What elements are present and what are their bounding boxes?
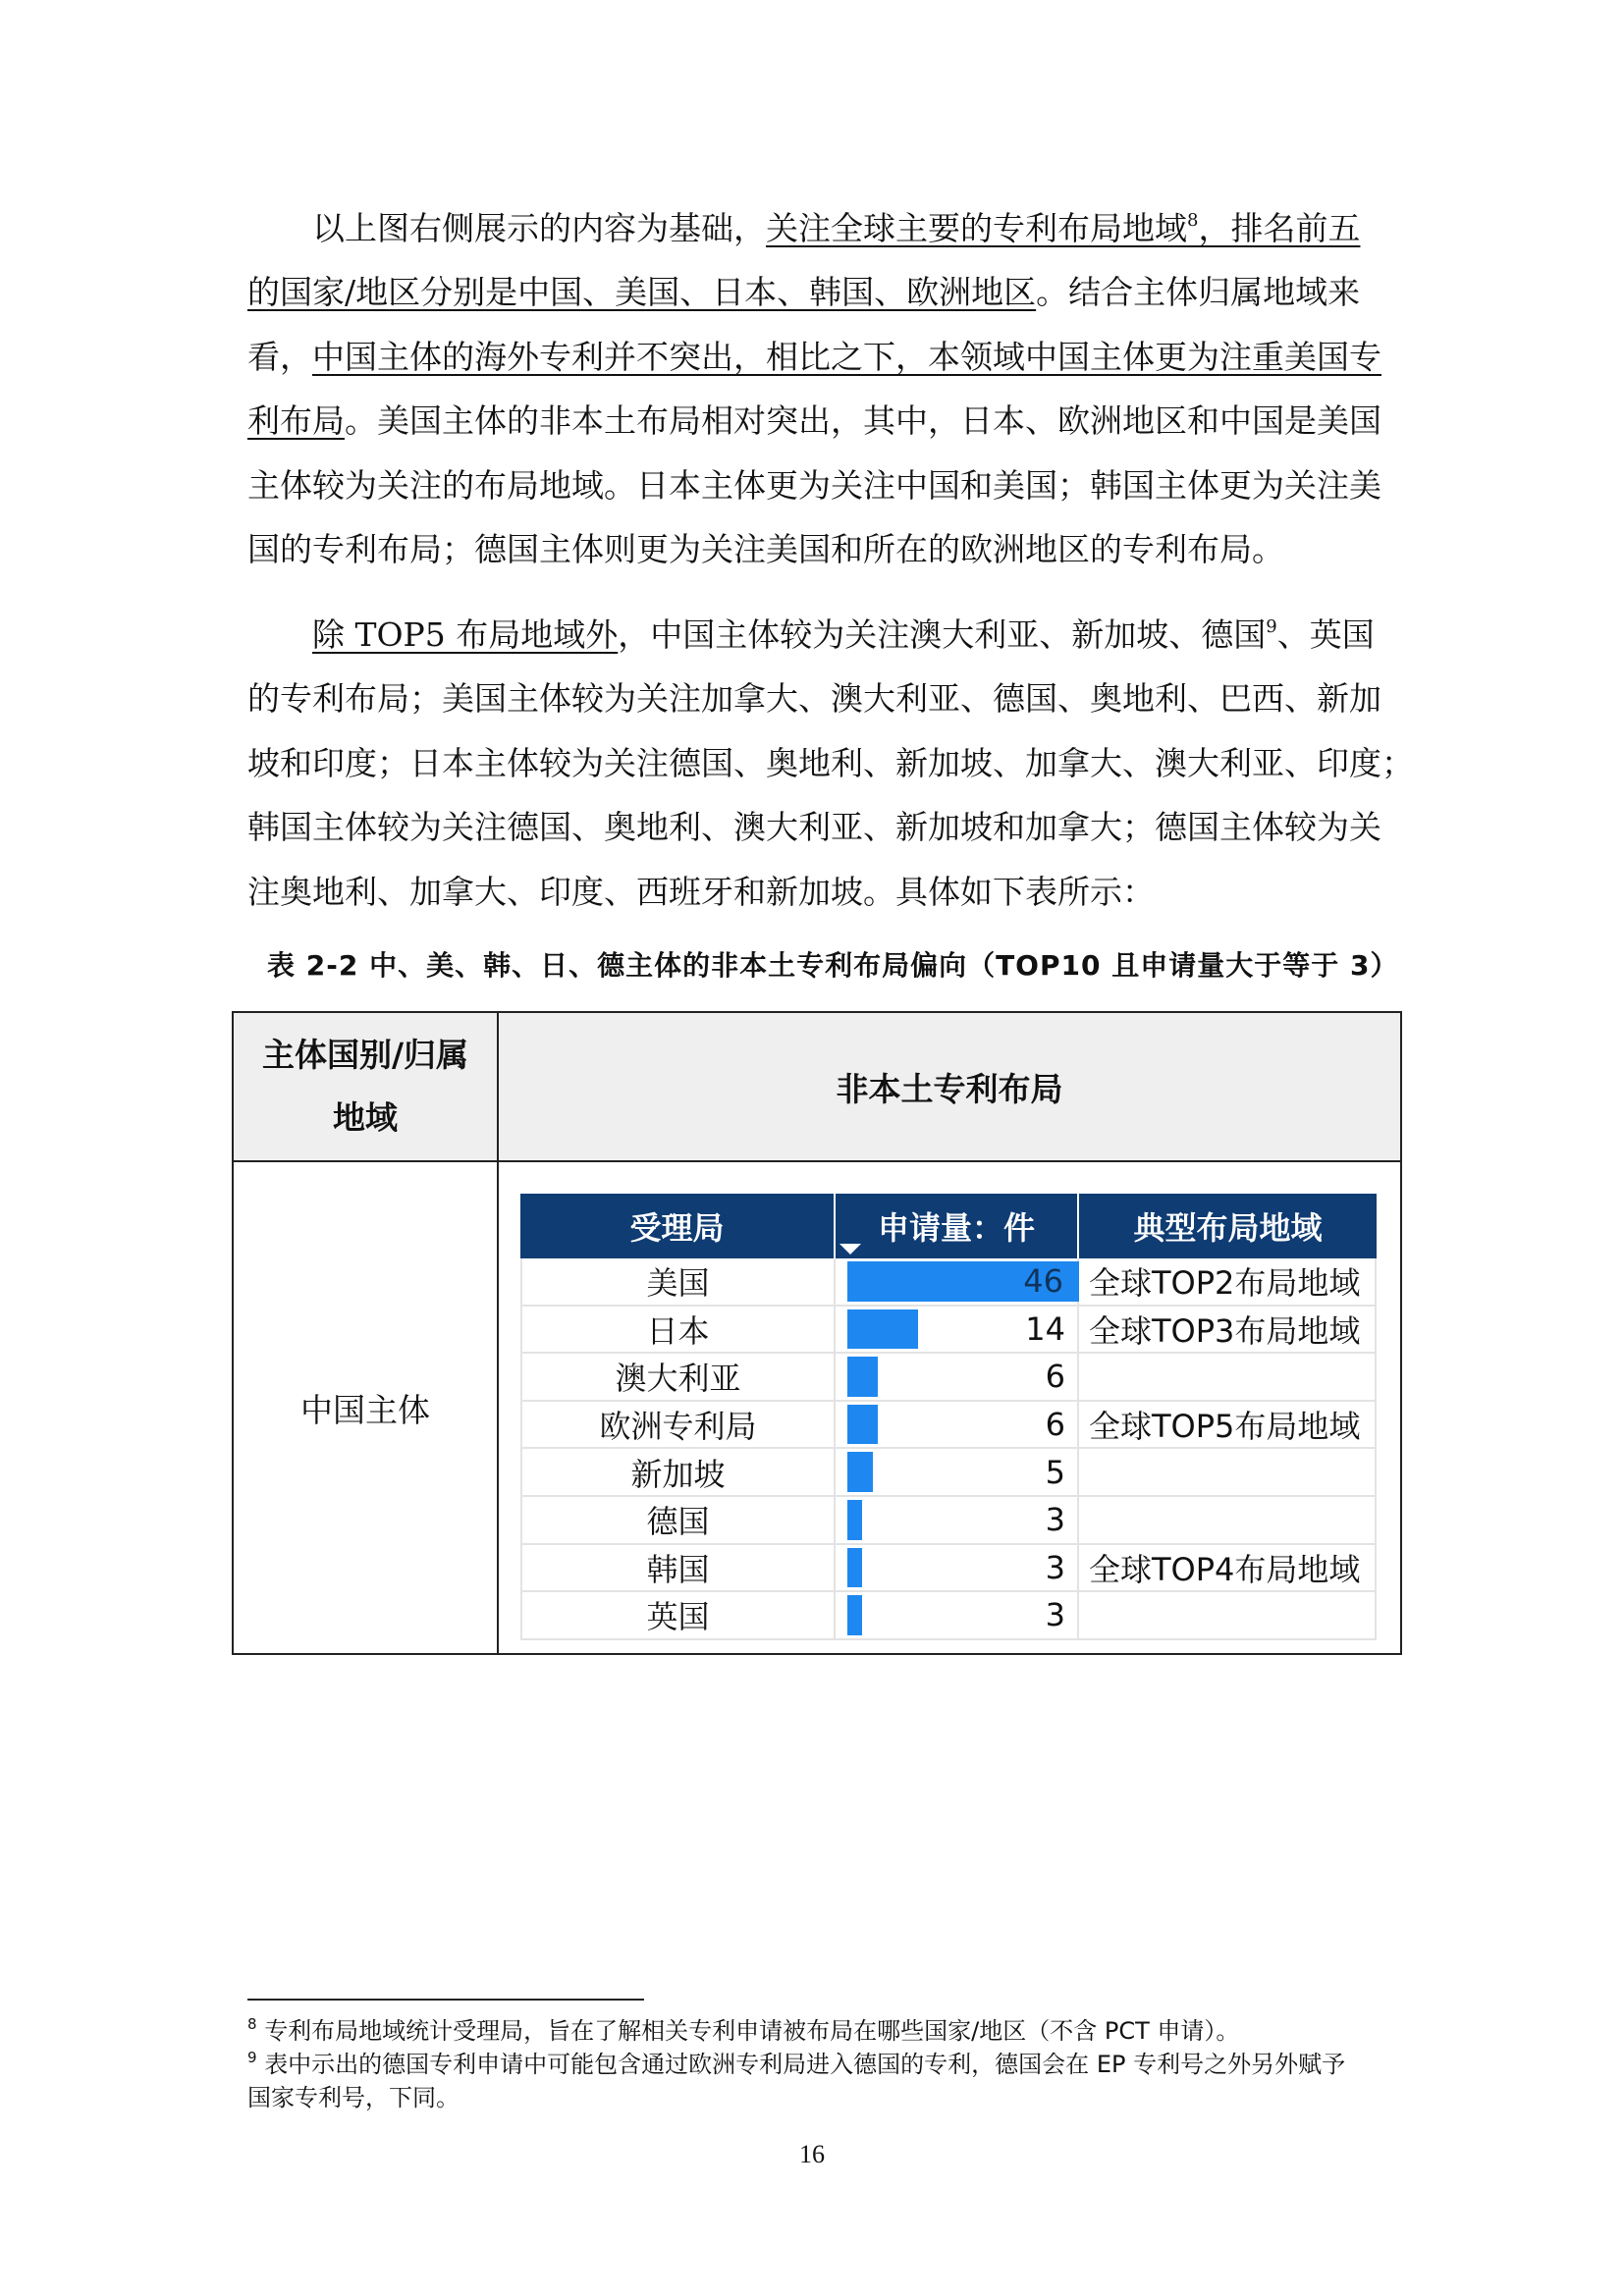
footnote-text: 国家专利号，下同。 xyxy=(247,2084,460,2111)
count-cell xyxy=(836,1592,1079,1638)
count-cell xyxy=(836,1354,1079,1400)
footnote-mark: 9 xyxy=(247,2049,257,2066)
text-underlined: 关注全球主要的专利布局地域 xyxy=(766,209,1187,247)
header-text: 主体国别/归属 xyxy=(261,1036,469,1074)
count-cell xyxy=(836,1449,1079,1495)
table-row[interactable] xyxy=(520,1402,1377,1450)
region-cell xyxy=(1079,1497,1377,1543)
count-value: 46 xyxy=(1023,1262,1063,1301)
region-cell xyxy=(1079,1449,1377,1495)
text-underlined: ，排名前五 xyxy=(1198,209,1361,247)
header-cell-region xyxy=(234,1013,499,1162)
count-value: 3 xyxy=(1045,1596,1065,1634)
count-bar xyxy=(847,1405,878,1445)
footnote-ref-9[interactable]: 9 xyxy=(1266,616,1277,637)
table-row[interactable] xyxy=(520,1354,1377,1402)
page-number: 16 xyxy=(799,2140,825,2168)
column-header-count-label: 申请量：件 xyxy=(877,1209,1035,1247)
table-row[interactable] xyxy=(520,1497,1377,1545)
count-bar xyxy=(847,1452,873,1492)
column-header-count[interactable] xyxy=(836,1194,1079,1258)
region-cell: 全球TOP2布局地域 xyxy=(1079,1258,1377,1305)
count-value: 3 xyxy=(1045,1501,1065,1539)
layout-table xyxy=(232,1011,1402,1655)
text: 。结合主体归属地域来 xyxy=(1036,273,1361,312)
office-cell: 欧洲专利局 xyxy=(520,1402,836,1448)
count-bar xyxy=(847,1357,878,1397)
count-bar xyxy=(847,1595,862,1635)
count-bar xyxy=(847,1309,918,1350)
footnote-text: 表中示出的德国专利申请中可能包含通过欧洲专利局进入德国的专利，德国会在 EP 专利号之外另外赋予 xyxy=(264,2051,1346,2078)
count-cell xyxy=(836,1497,1079,1543)
count-value: 3 xyxy=(1045,1548,1065,1586)
paragraph-2 xyxy=(247,603,1414,924)
text: 、英国 xyxy=(1276,615,1375,654)
text: 看， xyxy=(247,337,312,376)
office-cell: 英国 xyxy=(520,1592,836,1638)
count-bar xyxy=(847,1500,862,1540)
inner-table xyxy=(520,1194,1377,1640)
region-cell xyxy=(1079,1354,1377,1400)
count-cell xyxy=(836,1545,1079,1591)
office-cell: 澳大利亚 xyxy=(520,1354,836,1400)
footnote-separator xyxy=(247,1999,644,2001)
office-cell: 韩国 xyxy=(520,1545,836,1591)
paragraph-1 xyxy=(247,196,1386,581)
text: 以上图右侧展示的内容为基础， xyxy=(312,209,766,247)
text: 注奥地利、加拿大、印度、西班牙和新加坡。具体如下表所示： xyxy=(247,872,1155,911)
footnote-mark: 8 xyxy=(247,2015,257,2033)
count-value: 6 xyxy=(1045,1406,1065,1444)
text: 。美国主体的非本土布局相对突出，其中，日本、欧洲地区和中国是美国 xyxy=(345,401,1381,441)
office-cell: 德国 xyxy=(520,1497,836,1543)
text-underlined: 的国家/地区分别是中国、美国、日本、韩国、欧洲地区 xyxy=(247,273,1037,312)
count-bar xyxy=(847,1548,862,1588)
text-underlined: 利布局 xyxy=(247,401,345,441)
text: 韩国主体较为关注德国、奥地利、澳大利亚、新加坡和加拿大；德国主体较为关 xyxy=(247,808,1381,847)
column-header-office[interactable]: 受理局 xyxy=(520,1194,836,1258)
table-row[interactable] xyxy=(520,1592,1377,1640)
table-row[interactable] xyxy=(520,1449,1377,1497)
header-cell-layout: 非本土专利布局 xyxy=(499,1013,1400,1162)
count-cell xyxy=(836,1258,1079,1305)
office-cell: 日本 xyxy=(520,1307,836,1353)
count-cell xyxy=(836,1402,1079,1448)
table-row[interactable] xyxy=(520,1545,1377,1593)
office-cell: 美国 xyxy=(520,1258,836,1305)
inner-table-header xyxy=(520,1194,1377,1258)
footnote-text: 专利布局地域统计受理局，旨在了解相关专利申请被布局在哪些国家/地区（不含 PCT 申请）。 xyxy=(264,2017,1240,2045)
region-cell: 全球TOP4布局地域 xyxy=(1079,1545,1377,1591)
office-cell: 新加坡 xyxy=(520,1449,836,1495)
count-value: 6 xyxy=(1045,1358,1065,1396)
column-header-region[interactable]: 典型布局地域 xyxy=(1133,1209,1323,1247)
text: 主体较为关注的布局地域。日本主体更为关注中国和美国；韩国主体更为关注美 xyxy=(247,465,1381,505)
text: 的专利布局；美国主体较为关注加拿大、澳大利亚、德国、奥地利、巴西、新加 xyxy=(247,679,1381,719)
table-row[interactable] xyxy=(520,1258,1377,1307)
region-cell: 全球TOP3布局地域 xyxy=(1079,1307,1377,1353)
text: 国的专利布局；德国主体则更为关注美国和所在的欧洲地区的专利布局。 xyxy=(247,529,1284,568)
region-cell xyxy=(1079,1592,1377,1638)
count-value: 14 xyxy=(1025,1309,1065,1348)
table-row[interactable] xyxy=(520,1307,1377,1355)
text-underlined: 中国主体的海外专利并不突出，相比之下，本领域中国主体更为注重美国专 xyxy=(312,337,1381,376)
text-underlined: 除 TOP5 布局地域外 xyxy=(312,615,619,654)
count-value: 5 xyxy=(1045,1453,1065,1491)
header-text: 地域 xyxy=(333,1098,398,1137)
region-cell: 全球TOP5布局地域 xyxy=(1079,1402,1377,1448)
table-caption: 表 2-2 中、美、韩、日、德主体的非本土专利布局偏向（TOP10 且申请量大于等于 3） xyxy=(267,949,1399,982)
inner-table-body xyxy=(520,1258,1377,1640)
footnotes xyxy=(247,2014,1392,2114)
text: 坡和印度；日本主体较为关注德国、奥地利、新加坡、加拿大、澳大利亚、印度； xyxy=(247,743,1414,782)
footnote-ref-8[interactable]: 8 xyxy=(1187,210,1199,231)
row-label-cell: 中国主体 xyxy=(234,1162,499,1653)
text: ，中国主体较为关注澳大利亚、新加坡、德国 xyxy=(618,615,1267,654)
sort-desc-icon[interactable] xyxy=(839,1244,861,1255)
count-cell xyxy=(836,1307,1079,1353)
